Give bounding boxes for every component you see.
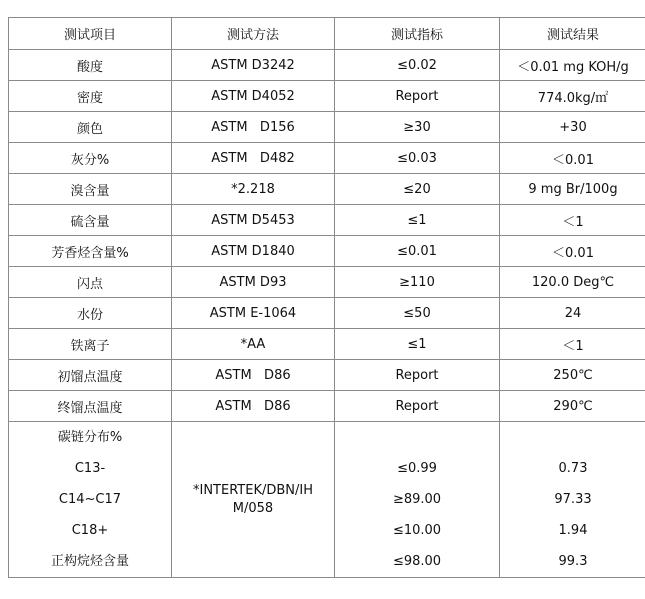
cell-spec: ≥30 <box>335 112 500 143</box>
cell-item: 灰分% <box>9 143 172 174</box>
cell-method: ASTM D1840 <box>172 236 335 267</box>
carbon-spec: ≤0.99 <box>397 461 437 476</box>
carbon-result-column <box>500 422 645 578</box>
table-row <box>9 329 645 360</box>
cell-method: ASTM D86 <box>172 360 335 391</box>
cell-method: ASTM D4052 <box>172 81 335 112</box>
header-spec: 测试指标 <box>335 18 500 50</box>
cell-item: 水份 <box>9 298 172 329</box>
table-header-row <box>9 18 645 50</box>
cell-method: ASTM D86 <box>172 391 335 422</box>
cell-result: 24 <box>500 298 645 329</box>
cell-spec: Report <box>335 391 500 422</box>
cell-method: ASTM D5453 <box>172 205 335 236</box>
table-row <box>9 50 645 81</box>
cell-method: ASTM D482 <box>172 143 335 174</box>
carbon-item-label: C13- <box>74 461 106 476</box>
carbon-method: *INTERTEK/DBN/IHM/058 <box>172 422 335 578</box>
cell-spec: ≤0.03 <box>335 143 500 174</box>
header-result: 测试结果 <box>500 18 645 50</box>
carbon-spec-column <box>335 422 500 578</box>
cell-item: 铁离子 <box>9 329 172 360</box>
cell-result: 774.0kg/㎡ <box>500 81 645 112</box>
spacer <box>500 422 645 453</box>
carbon-spec: ≤98.00 <box>392 554 442 569</box>
table-row <box>9 236 645 267</box>
cell-item: 密度 <box>9 81 172 112</box>
carbon-item-label: C18+ <box>71 523 109 538</box>
cell-spec: ≤0.01 <box>335 236 500 267</box>
cell-result: ＜0.01 mg KOH/g <box>500 50 645 81</box>
carbon-result: 0.73 <box>558 461 588 476</box>
cell-spec: ≤0.02 <box>335 50 500 81</box>
cell-spec: ≤1 <box>335 205 500 236</box>
cell-item: 终馏点温度 <box>9 391 172 422</box>
carbon-result: 97.33 <box>554 492 592 507</box>
carbon-group-row <box>9 422 645 578</box>
table-row <box>9 298 645 329</box>
cell-method: *AA <box>172 329 335 360</box>
carbon-spec: ≤10.00 <box>392 523 442 538</box>
cell-method: *2.218 <box>172 174 335 205</box>
cell-spec: Report <box>335 360 500 391</box>
carbon-result: 1.94 <box>558 523 588 538</box>
carbon-spec: ≥89.00 <box>392 492 442 507</box>
carbon-group-title: 碳链分布% <box>57 430 123 445</box>
table-row <box>9 174 645 205</box>
cell-spec: ≤1 <box>335 329 500 360</box>
cell-method: ASTM D93 <box>172 267 335 298</box>
cell-spec: ≤20 <box>335 174 500 205</box>
test-results-table <box>8 17 645 578</box>
cell-result: ＜1 <box>500 329 645 360</box>
cell-result: 9 mg Br/100g <box>500 174 645 205</box>
table-row <box>9 391 645 422</box>
cell-spec: ≥110 <box>335 267 500 298</box>
cell-item: 硫含量 <box>9 205 172 236</box>
cell-item: 初馏点温度 <box>9 360 172 391</box>
cell-item: 颜色 <box>9 112 172 143</box>
cell-result: 120.0 Deg℃ <box>500 267 645 298</box>
cell-method: ASTM D156 <box>172 112 335 143</box>
carbon-item-label: C14~C17 <box>58 492 122 507</box>
cell-result: ＜0.01 <box>500 143 645 174</box>
table-row <box>9 360 645 391</box>
cell-item: 芳香烃含量% <box>9 236 172 267</box>
header-method: 测试方法 <box>172 18 335 50</box>
cell-method: ASTM E-1064 <box>172 298 335 329</box>
carbon-item-column <box>9 422 172 578</box>
table-row <box>9 112 645 143</box>
cell-result: ＜1 <box>500 205 645 236</box>
cell-spec: Report <box>335 81 500 112</box>
carbon-item-label: 正构烷烃含量 <box>50 554 129 569</box>
cell-result: 250℃ <box>500 360 645 391</box>
table-row <box>9 205 645 236</box>
carbon-result: 99.3 <box>558 554 588 569</box>
header-item: 测试项目 <box>9 18 172 50</box>
cell-item: 溴含量 <box>9 174 172 205</box>
cell-item: 酸度 <box>9 50 172 81</box>
cell-method: ASTM D3242 <box>172 50 335 81</box>
cell-spec: ≤50 <box>335 298 500 329</box>
spacer <box>335 422 499 453</box>
table-row <box>9 81 645 112</box>
cell-result: 290℃ <box>500 391 645 422</box>
cell-item: 闪点 <box>9 267 172 298</box>
cell-result: ＜0.01 <box>500 236 645 267</box>
cell-result: +30 <box>500 112 645 143</box>
table-row <box>9 267 645 298</box>
table-row <box>9 143 645 174</box>
